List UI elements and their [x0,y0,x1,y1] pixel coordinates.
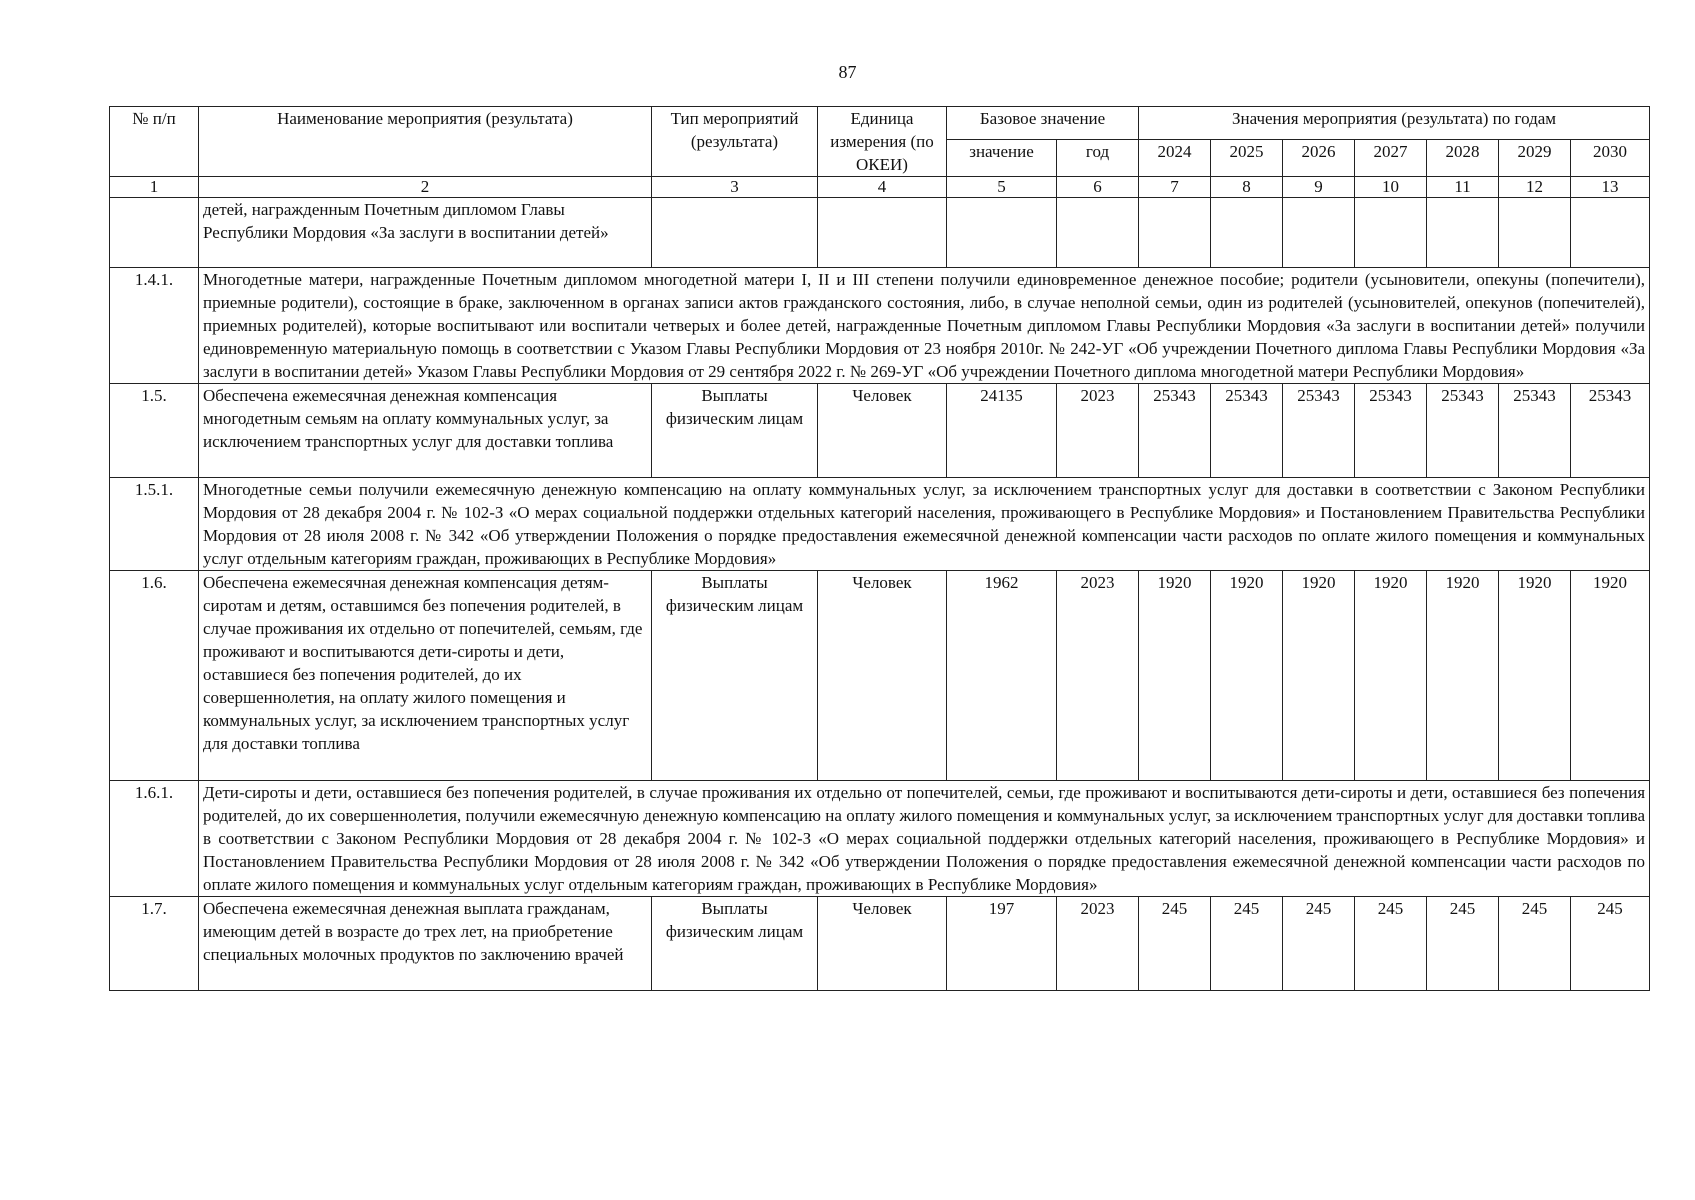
measure-name: Обеспечена ежемесячная денежная компенсация многодетным семьям на оплату коммунальных услуг, за исключением транспортных услуг для доставки топлива [199,384,652,478]
column-index: 12 [1499,177,1571,198]
table-row-result [110,781,1650,897]
base-year: 2023 [1057,384,1139,478]
value-2030: 25343 [1571,384,1650,478]
value-2024: 1920 [1139,571,1211,781]
header-year-2024: 2024 [1139,139,1211,176]
empty-cell [1057,198,1139,268]
header-year-2029: 2029 [1499,139,1571,176]
value-2029: 245 [1499,897,1571,991]
measure-name: Обеспечена ежемесячная денежная выплата гражданам, имеющим детей в возрасте до трех лет, на приобретение специальных молочных продуктов по заключению врачей [199,897,652,991]
value-2025: 1920 [1211,571,1283,781]
measure-type: Выплаты физическим лицам [652,897,818,991]
value-2026: 25343 [1283,384,1355,478]
column-index: 7 [1139,177,1211,198]
header-name: Наименование мероприятия (результата) [199,107,652,177]
column-index: 13 [1571,177,1650,198]
header-year-2025: 2025 [1211,139,1283,176]
header-year-2027: 2027 [1355,139,1427,176]
empty-cell [1499,198,1571,268]
empty-cell [1355,198,1427,268]
value-2024: 25343 [1139,384,1211,478]
header-unit: Единица измерения (по ОКЕИ) [818,107,947,177]
column-index-row [110,177,1650,198]
row-number: 1.6. [110,571,199,781]
empty-cell [1139,198,1211,268]
base-value: 1962 [947,571,1057,781]
measure-unit: Человек [818,384,947,478]
column-index: 4 [818,177,947,198]
header-years-title: Значения мероприятия (результата) по годам [1139,107,1650,140]
column-index: 1 [110,177,199,198]
column-index: 8 [1211,177,1283,198]
value-2028: 25343 [1427,384,1499,478]
base-value: 197 [947,897,1057,991]
table-row-continuation [110,198,1650,268]
table-row-measure [110,571,1650,781]
empty-cell [818,198,947,268]
table-row-measure [110,897,1650,991]
value-2029: 1920 [1499,571,1571,781]
header-year-2030: 2030 [1571,139,1650,176]
table-row-result [110,268,1650,384]
measures-table [109,106,1650,991]
value-2026: 1920 [1283,571,1355,781]
empty-cell [1571,198,1650,268]
header-base-value: значение [947,139,1057,176]
value-2027: 1920 [1355,571,1427,781]
measure-type: Выплаты физическим лицам [652,384,818,478]
empty-cell [947,198,1057,268]
row-number: 1.6.1. [110,781,199,897]
measure-name: детей, награжденным Почетным дипломом Главы Республики Мордовия «За заслуги в воспитании детей» [199,198,652,268]
column-index: 6 [1057,177,1139,198]
column-index: 3 [652,177,818,198]
column-index: 5 [947,177,1057,198]
page-number: 87 [838,62,857,82]
value-2024: 245 [1139,897,1211,991]
base-value: 24135 [947,384,1057,478]
value-2026: 245 [1283,897,1355,991]
base-year: 2023 [1057,571,1139,781]
row-number [110,198,199,268]
row-number: 1.5. [110,384,199,478]
value-2025: 245 [1211,897,1283,991]
row-number: 1.5.1. [110,478,199,571]
header-base-year: год [1057,139,1139,176]
column-index: 11 [1427,177,1499,198]
value-2028: 245 [1427,897,1499,991]
header-base: Базовое значение [947,107,1139,140]
result-description: Дети-сироты и дети, оставшиеся без попечения родителей, в случае проживания их отдельно от попечителей, семьи, где проживают и воспитываются дети-сироты и дети, оставшиеся без попечения родителей, до их совершеннолетия, получили ежемесячную денежную компенсацию на оплату жилого помещения и коммунальных услуг, за исключением транспортных услуг для доставки топлива в соответствии с Законом Республики Мордовия от 28 декабря 2004 г. № 102-З «О мерах социальной поддержки отдельных категорий населения, проживающего в Республике Мордовия» и Постановлением Правительства Республики Мордовия от 28 июля 2008 г. № 342 «Об утверждении Положения о порядке предоставления ежемесячной денежной компенсации части расходов по оплате жилого помещения и коммунальных услуг отдельным категориям граждан, проживающих в Республике Мордовия» [199,781,1650,897]
base-year: 2023 [1057,897,1139,991]
header-row-1 [110,107,1650,140]
header-no: № п/п [110,107,199,177]
measure-type: Выплаты физическим лицам [652,571,818,781]
row-number: 1.7. [110,897,199,991]
header-year-2028: 2028 [1427,139,1499,176]
header-year-2026: 2026 [1283,139,1355,176]
empty-cell [1427,198,1499,268]
value-2028: 1920 [1427,571,1499,781]
empty-cell [652,198,818,268]
empty-cell [1211,198,1283,268]
measure-unit: Человек [818,897,947,991]
result-description: Многодетные матери, награжденные Почетным дипломом многодетной матери I, II и III степени получили единовременное денежное пособие; родители (усыновители, опекуны (попечители), приемные родители), состоящие в браке, заключенном в органах записи актов гражданского состояния, либо, в случае неполной семьи, один из родителей (усыновителей, опекунов (попечителей), приемных родителей), которые воспитывают или воспитали четверых и более детей, награжденные Почетным дипломом Главы Республики Мордовия «За заслуги в воспитании детей» получили единовременную материальную помощь в соответствии с Указом Главы Республики Мордовия от 23 ноября 2010г. № 242-УГ «Об учреждении Почетного диплома Главы Республики Мордовия «За заслуги в воспитании детей» Указом Главы Республики Мордовия от 29 сентября 2022 г. № 269-УГ «Об учреждении Почетного диплома многодетной матери Республики Мордовия» [199,268,1650,384]
measure-name: Обеспечена ежемесячная денежная компенсация детям-сиротам и детям, оставшимся без попечения родителей, в случае проживания их отдельно от попечителей, семьям, где проживают и воспитываются дети-сироты и дети, оставшиеся без попечения родителей, до их совершеннолетия, на оплату жилого помещения и коммунальных услуг, за исключением транспортных услуг для доставки топлива [199,571,652,781]
measure-unit: Человек [818,571,947,781]
empty-cell [1283,198,1355,268]
column-index: 10 [1355,177,1427,198]
table-row-measure [110,384,1650,478]
value-2025: 25343 [1211,384,1283,478]
row-number: 1.4.1. [110,268,199,384]
value-2027: 245 [1355,897,1427,991]
result-description: Многодетные семьи получили ежемесячную денежную компенсацию на оплату коммунальных услуг, за исключением транспортных услуг для доставки в соответствии с Законом Республики Мордовия от 28 декабря 2004 г. № 102-З «О мерах социальной поддержки отдельных категорий населения, проживающего в Республике Мордовия» и Постановлением Правительства Республики Мордовия от 28 июля 2008 г. № 342 «Об утверждении Положения о порядке предоставления ежемесячной денежной компенсации части расходов по оплате жилого помещения и коммунальных услуг отдельным категориям граждан, проживающих в Республике Мордовия» [199,478,1650,571]
value-2030: 1920 [1571,571,1650,781]
column-index: 9 [1283,177,1355,198]
table-row-result [110,478,1650,571]
header-type: Тип мероприятий (результата) [652,107,818,177]
value-2027: 25343 [1355,384,1427,478]
value-2030: 245 [1571,897,1650,991]
value-2029: 25343 [1499,384,1571,478]
column-index: 2 [199,177,652,198]
